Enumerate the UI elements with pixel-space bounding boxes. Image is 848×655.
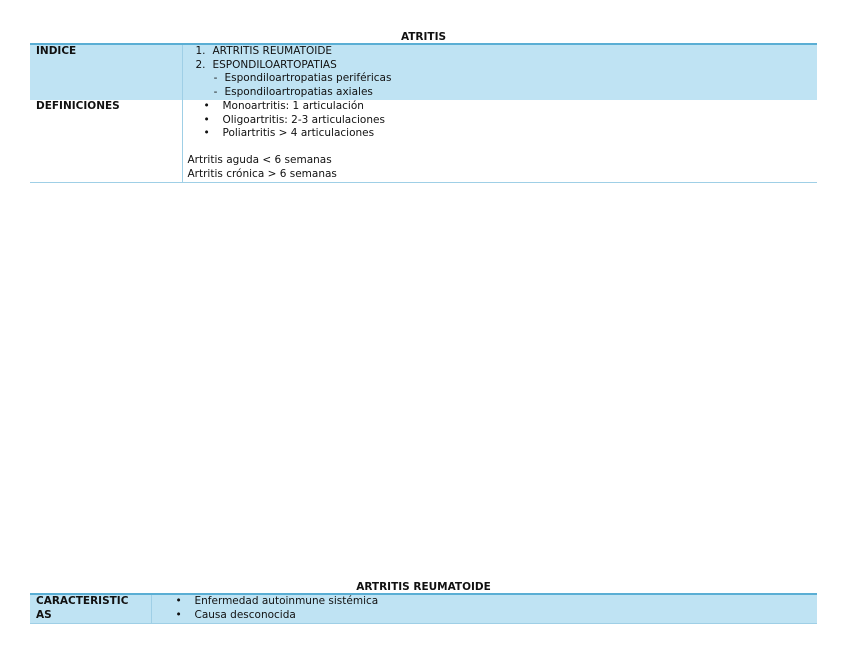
dash-marker: - <box>213 85 218 98</box>
section-title-atritis: ATRITIS <box>400 31 447 43</box>
bullet-text: Poliartritis > 4 articulaciones <box>222 127 375 140</box>
bullet-text: Causa desconocida <box>194 608 296 621</box>
section-title-artritis-reumatoide: ARTRITIS REUMATOIDE <box>356 581 491 593</box>
bullet-marker: • <box>203 100 210 112</box>
bullet-item <box>160 609 818 623</box>
caracteristicas-label-line: AS <box>36 608 52 621</box>
artritis-reumatoide-table <box>30 593 817 624</box>
bullet-item <box>160 595 818 609</box>
indice-label-text: INDICE <box>36 45 77 57</box>
definiciones-content <box>182 100 817 183</box>
sublist-text: Espondiloartropatias periféricas <box>224 72 392 85</box>
dash-marker: - <box>213 72 218 85</box>
note-line: Artritis crónica > 6 semanas <box>187 167 337 180</box>
bullet-item <box>188 127 818 141</box>
row-label-definiciones <box>30 100 182 183</box>
sublist-text: Espondiloartropatias axiales <box>224 85 373 98</box>
bullet-marker: • <box>203 113 210 126</box>
note-line: Artritis aguda < 6 semanas <box>187 154 332 167</box>
bullet-marker: • <box>175 595 182 607</box>
row-definiciones <box>30 100 817 183</box>
list-number: 2. <box>195 58 206 71</box>
atritis-table <box>30 43 817 183</box>
list-number: 1. <box>195 45 206 57</box>
sublist-item <box>187 72 818 86</box>
list-item <box>187 45 818 59</box>
bullet-item <box>188 100 818 114</box>
row-caracteristicas <box>30 594 817 624</box>
spacer <box>188 141 818 155</box>
list-text: ESPONDILOARTOPATIAS <box>212 58 337 71</box>
bullet-text: Enfermedad autoinmune sistémica <box>194 595 379 607</box>
indice-content <box>182 44 817 100</box>
row-label-caracteristicas <box>30 594 151 624</box>
bullet-marker: • <box>203 127 210 140</box>
bullet-item <box>188 114 818 128</box>
bullet-text: Monoartritis: 1 articulación <box>222 100 364 112</box>
bullet-marker: • <box>175 608 182 621</box>
caracteristicas-content <box>151 594 817 624</box>
list-text: ARTRITIS REUMATOIDE <box>212 45 333 57</box>
bullet-text: Oligoartritis: 2-3 articulaciones <box>222 113 385 126</box>
definiciones-label-text: DEFINICIONES <box>36 100 120 112</box>
list-item <box>187 59 818 73</box>
row-indice <box>30 44 817 100</box>
sublist-item <box>187 86 818 100</box>
row-label-indice <box>30 44 182 100</box>
caracteristicas-label-line: CARACTERISTIC <box>36 595 129 607</box>
